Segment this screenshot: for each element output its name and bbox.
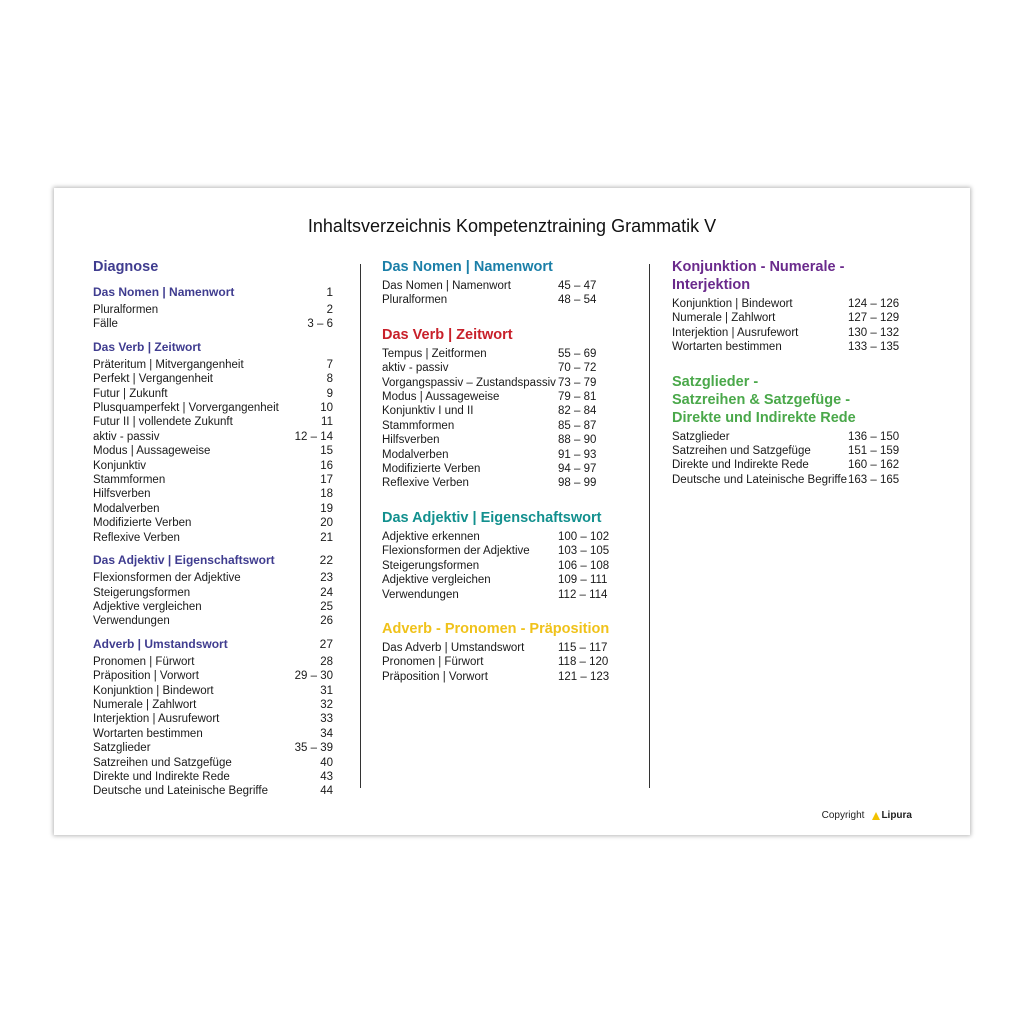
toc-entry — [382, 655, 622, 669]
entry-title: Adjektive erkennen — [382, 530, 480, 543]
toc-entry — [93, 655, 333, 669]
entry-title: Modalverben — [382, 448, 449, 461]
toc-entry — [382, 670, 622, 684]
entry-page: 115 – 117 — [558, 641, 608, 654]
toc-list — [382, 530, 622, 602]
toc-entry — [93, 770, 333, 784]
toc-entry — [93, 415, 333, 429]
entry-page: 10 — [320, 402, 333, 415]
entry-page: 100 – 102 — [558, 530, 610, 543]
toc-entry — [93, 372, 333, 386]
toc-entry — [93, 502, 333, 516]
entry-page: 43 — [320, 770, 333, 783]
entry-title: Flexionsformen der Adjektive — [93, 572, 241, 585]
toc-list — [382, 347, 622, 491]
toc-entry — [672, 430, 912, 444]
entry-page: 12 – 14 — [294, 430, 333, 443]
entry-title: Modifizierte Verben — [93, 517, 192, 530]
toc-entry — [93, 401, 333, 415]
toc-entry — [93, 712, 333, 726]
column-diagnose — [93, 258, 333, 799]
entry-title: Verwendungen — [382, 588, 459, 601]
entry-page: 103 – 105 — [558, 545, 610, 558]
entry-title: Steigerungsformen — [382, 559, 480, 572]
toc-entry — [382, 361, 622, 375]
column-divider — [360, 264, 361, 788]
toc-entry — [93, 614, 333, 628]
toc-entry — [93, 727, 333, 741]
entry-page: 106 – 108 — [558, 559, 610, 572]
entry-title: Satzreihen und Satzgefüge — [93, 756, 232, 769]
entry-page: 29 – 30 — [294, 670, 333, 683]
subsection-heading: Adverb | Umstandswort 27 — [93, 636, 333, 651]
toc-entry — [93, 684, 333, 698]
toc-entry — [382, 279, 622, 293]
toc-list — [672, 297, 912, 355]
entry-title: Satzglieder — [672, 430, 730, 443]
toc-list — [672, 430, 912, 488]
toc-list — [93, 303, 333, 332]
section-heading-konjunktion: Konjunktion - Numerale - — [672, 259, 845, 275]
toc-entry — [382, 476, 622, 490]
entry-page: 79 – 81 — [558, 391, 597, 404]
entry-title: Numerale | Zahlwort — [672, 312, 776, 325]
entry-title: Modalverben — [93, 502, 160, 515]
entry-page: 23 — [320, 572, 333, 585]
entry-page: 48 – 54 — [558, 294, 597, 307]
entry-page: 35 – 39 — [294, 742, 333, 755]
entry-page: 133 – 135 — [848, 341, 900, 354]
entry-page: 11 — [321, 416, 333, 429]
entry-page: 82 – 84 — [558, 405, 597, 418]
toc-entry — [93, 669, 333, 683]
section-heading-adjektiv: Das Adjektiv | Eigenschaftswort — [382, 509, 602, 526]
toc-entry — [382, 462, 622, 476]
entry-title: Interjektion | Ausrufewort — [93, 713, 220, 726]
toc-entry — [93, 473, 333, 487]
toc-entry — [93, 741, 333, 755]
entry-page: 24 — [320, 586, 333, 599]
toc-entry — [93, 430, 333, 444]
toc-entry — [672, 444, 912, 458]
section-heading-adverb: Adverb - Pronomen - Präposition — [382, 620, 610, 637]
entry-page: 151 – 159 — [848, 445, 900, 458]
entry-page: 163 – 165 — [848, 473, 900, 486]
entry-page: 2 — [326, 304, 333, 316]
toc-entry — [93, 571, 333, 585]
entry-page: 44 — [320, 785, 333, 798]
page-title: Inhaltsverzeichnis Kompetenztraining Grammatik V — [307, 216, 717, 236]
entry-page: 70 – 72 — [558, 362, 597, 375]
column-divider — [649, 264, 650, 788]
column-right — [672, 258, 912, 487]
entry-title: Direkte und Indirekte Rede — [93, 770, 230, 783]
entry-title: Futur II | vollendete Zukunft — [93, 416, 233, 429]
toc-entry — [382, 573, 622, 587]
entry-title: aktiv - passiv — [382, 362, 449, 375]
toc-entry — [672, 473, 912, 487]
entry-page: 73 – 79 — [558, 376, 597, 389]
entry-title: Direkte und Indirekte Rede — [672, 459, 809, 472]
toc-entry — [382, 376, 622, 390]
entry-title: Konjunktiv I und II — [382, 405, 474, 418]
toc-entry — [93, 487, 333, 501]
entry-title: Modifizierte Verben — [382, 463, 481, 476]
toc-list — [382, 641, 622, 684]
entry-page: 98 – 99 — [558, 477, 597, 490]
column-middle — [382, 258, 622, 684]
entry-page: 160 – 162 — [848, 459, 900, 472]
entry-title: Fälle — [93, 318, 118, 331]
entry-title: Konjunktion | Bindewort — [672, 298, 793, 310]
entry-title: Adjektive vergleichen — [382, 574, 491, 587]
entry-title: Pluralformen — [382, 294, 448, 307]
entry-title: Flexionsformen der Adjektive — [382, 545, 530, 558]
entry-page: 130 – 132 — [848, 326, 900, 339]
section-heading-satzglieder-line2: Satzreihen & Satzgefüge - — [672, 391, 851, 408]
toc-entry — [382, 404, 622, 418]
entry-title: Verwendungen — [93, 615, 170, 628]
entry-page: 33 — [320, 713, 333, 726]
entry-title: Reflexive Verben — [382, 477, 469, 490]
toc-entry — [382, 433, 622, 447]
entry-title: Futur | Zukunft — [93, 387, 168, 400]
toc-entry — [382, 641, 622, 655]
toc-entry — [93, 600, 333, 614]
toc-entry — [93, 387, 333, 401]
entry-page: 17 — [320, 474, 333, 487]
entry-page: 94 – 97 — [558, 463, 597, 476]
toc-entry — [672, 340, 912, 354]
entry-title: Plusquamperfekt | Vorvergangenheit — [93, 402, 279, 415]
toc-entry — [672, 326, 912, 340]
entry-title: Hilfsverben — [382, 434, 440, 447]
toc-list — [382, 279, 622, 308]
entry-page: 7 — [326, 358, 333, 371]
entry-page: 16 — [320, 459, 333, 472]
logo-icon — [872, 812, 880, 820]
entry-page: 34 — [320, 727, 333, 740]
entry-page: 21 — [320, 531, 333, 544]
toc-entry — [93, 459, 333, 473]
toc-entry — [672, 458, 912, 472]
content-sheet — [54, 188, 970, 835]
toc-entry — [93, 444, 333, 458]
entry-title: Pluralformen — [93, 304, 159, 316]
toc-entry — [672, 311, 912, 325]
entry-page: 20 — [320, 517, 333, 530]
toc-entry — [93, 358, 333, 372]
toc-entry — [93, 531, 333, 545]
entry-title: Stammformen — [93, 474, 166, 487]
entry-page: 121 – 123 — [558, 670, 610, 683]
entry-title: Präposition | Vorwort — [93, 670, 199, 683]
toc-entry — [382, 448, 622, 462]
entry-title: Vorgangspassiv – Zustandspassiv — [382, 376, 556, 389]
toc-entry — [93, 303, 333, 317]
entry-title: Reflexive Verben — [93, 531, 180, 544]
entry-title: Deutsche und Lateinische Begriffe — [93, 785, 268, 798]
toc-list — [93, 571, 333, 629]
toc-entry — [93, 756, 333, 770]
entry-page: 32 — [320, 698, 333, 711]
entry-title: Deutsche und Lateinische Begriffe — [672, 473, 847, 486]
entry-page: 136 – 150 — [848, 430, 900, 443]
toc-entry — [672, 297, 912, 311]
entry-title: Wortarten bestimmen — [93, 727, 203, 740]
entry-title: Modus | Aussageweise — [93, 445, 211, 458]
entry-title: Präteritum | Mitvergangenheit — [93, 358, 244, 371]
section-heading-satzglieder: Satzglieder - — [672, 373, 759, 390]
entry-title: Das Nomen | Namenwort — [382, 280, 511, 292]
entry-title: Konjunktiv — [93, 459, 147, 472]
entry-page: 15 — [320, 445, 333, 458]
section-heading-nomen: Das Nomen | Namenwort — [382, 259, 553, 275]
toc-entry — [382, 530, 622, 544]
entry-title: Pronomen | Fürwort — [382, 656, 484, 669]
section-heading-konjunktion-line2: Interjektion — [672, 277, 751, 293]
toc-entry — [93, 516, 333, 530]
entry-title: Numerale | Zahlwort — [93, 698, 197, 711]
entry-title: Stammformen — [382, 419, 455, 432]
toc-entry — [382, 559, 622, 573]
entry-page: 112 – 114 — [558, 588, 608, 601]
entry-page: 18 — [320, 488, 333, 501]
toc-list — [93, 358, 333, 545]
entry-page: 26 — [320, 615, 333, 628]
subsection-heading: Das Adjektiv | Eigenschaftswort 22 — [93, 553, 333, 568]
toc-entry — [382, 419, 622, 433]
entry-page: 31 — [320, 684, 333, 697]
entry-title: Satzglieder — [93, 742, 151, 755]
entry-page: 28 — [320, 655, 333, 668]
section-heading-diagnose: Diagnose — [93, 259, 159, 275]
entry-page: 19 — [320, 502, 333, 515]
section-heading-satzglieder-line3: Direkte und Indirekte Rede — [672, 409, 856, 426]
lipura-logo: Lipura — [872, 810, 912, 821]
entry-title: Wortarten bestimmen — [672, 341, 782, 354]
entry-page: 124 – 126 — [848, 298, 900, 310]
entry-page: 45 – 47 — [558, 280, 597, 292]
subsection-heading: Das Nomen | Namenwort 1 — [93, 285, 333, 299]
entry-title: Modus | Aussageweise — [382, 391, 500, 404]
copyright-text: Copyright — [821, 810, 865, 821]
entry-page: 40 — [320, 756, 333, 769]
section-heading-verb: Das Verb | Zeitwort — [382, 326, 513, 343]
toc-entry — [382, 293, 622, 307]
entry-page: 127 – 129 — [848, 312, 900, 325]
entry-title: Interjektion | Ausrufewort — [672, 326, 799, 339]
toc-entry — [382, 390, 622, 404]
entry-page: 8 — [326, 373, 333, 386]
entry-title: Perfekt | Vergangenheit — [93, 373, 213, 386]
entry-page: 3 – 6 — [307, 318, 333, 331]
footer — [822, 810, 912, 821]
entry-title: Satzreihen und Satzgefüge — [672, 445, 811, 458]
entry-title: Das Adverb | Umstandswort — [382, 641, 525, 654]
entry-title: Steigerungsformen — [93, 586, 191, 599]
entry-page: 91 – 93 — [558, 448, 597, 461]
entry-title: aktiv - passiv — [93, 430, 160, 443]
entry-page: 118 – 120 — [558, 656, 609, 669]
entry-page: 9 — [326, 387, 333, 400]
subsection-heading: Das Verb | Zeitwort — [93, 339, 202, 354]
entry-title: Adjektive vergleichen — [93, 600, 202, 613]
toc-entry — [93, 698, 333, 712]
toc-entry — [382, 347, 622, 361]
entry-title: Pronomen | Fürwort — [93, 655, 195, 668]
toc-entry — [93, 586, 333, 600]
toc-entry — [382, 588, 622, 602]
entry-title: Konjunktion | Bindewort — [93, 684, 214, 697]
toc-list — [93, 655, 333, 799]
toc-entry — [93, 317, 333, 331]
entry-page: 85 – 87 — [558, 419, 597, 432]
toc-entry — [93, 784, 333, 798]
entry-title: Präposition | Vorwort — [382, 670, 488, 683]
entry-page: 88 – 90 — [558, 434, 597, 447]
entry-page: 55 – 69 — [558, 347, 597, 360]
entry-page: 25 — [320, 600, 333, 613]
entry-title: Tempus | Zeitformen — [382, 347, 487, 360]
entry-page: 109 – 111 — [558, 574, 608, 587]
toc-entry — [382, 544, 622, 558]
entry-title: Hilfsverben — [93, 488, 151, 501]
